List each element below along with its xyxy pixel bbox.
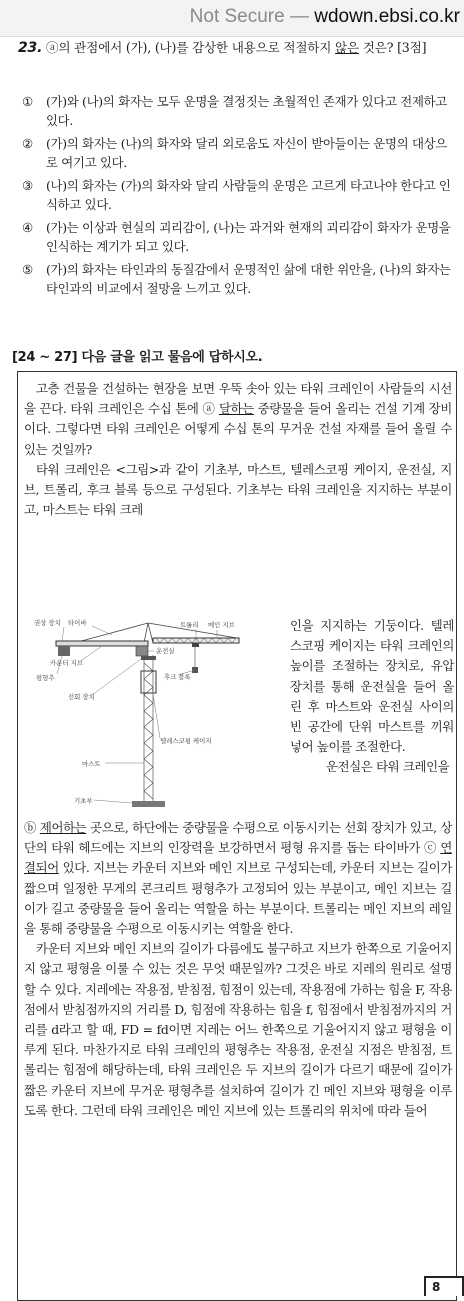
not-secure-label: Not Secure <box>189 6 285 27</box>
label-counterweight: 평형추 <box>36 674 55 682</box>
choice-text: (가)의 화자는 (나)의 화자와 달리 외로움도 자신이 받아들이는 운명의 대상으로 여기고 있다. <box>46 136 447 170</box>
choice-number: ③ <box>22 178 33 193</box>
question-stem <box>18 38 458 58</box>
choice-text: (가)의 화자는 타인과의 동질감에서 운명적인 삶에 대한 위안을, (나)의 화자는 타인과의 비교에서 절망을 느끼고 있다. <box>46 262 451 296</box>
marker-b: ⓑ <box>24 820 40 835</box>
choice-number: ⑤ <box>22 262 33 277</box>
label-telescoping: 텔레스코핑 케이지 <box>160 737 212 745</box>
url-host: wdown.ebsi.co.kr <box>314 6 460 27</box>
stem-text-underlined: 않은 <box>335 40 359 55</box>
choice-2[interactable] <box>22 134 458 172</box>
question-number: 23. <box>18 40 43 56</box>
choice-text: (나)의 화자는 (가)의 화자와 달리 사람들의 운명은 고르게 타고나야 한다고 인식하고 있다. <box>46 178 451 212</box>
choice-text: (가)는 이상과 현실의 괴리감이, (나)는 과거와 현재의 괴리감이 화자가 운명을 인식하는 계기가 되고 있다. <box>46 220 451 254</box>
label-cab: 운전실 <box>156 647 175 655</box>
underlined-word-c: 연결되어 <box>24 840 452 876</box>
tower-crane-figure <box>32 613 244 813</box>
section-title: [24 ~ 27] 다음 글을 읽고 물음에 답하시오. <box>12 350 263 365</box>
url-display[interactable] <box>190 6 460 28</box>
page-number: 8 <box>432 1280 441 1294</box>
counterweight-icon <box>58 646 70 656</box>
label-mast: 마스트 <box>82 760 101 768</box>
jib-icon <box>56 638 239 646</box>
label-trolley: 트롤리 <box>180 621 199 629</box>
paragraph-1 <box>24 379 452 460</box>
paragraph-3-lead: 운전실은 타워 크레인을 <box>326 759 450 775</box>
choice-1[interactable] <box>22 92 458 130</box>
label-slewing: 선회 장치 <box>68 693 95 701</box>
passage-box <box>17 371 457 1301</box>
label-base: 기초부 <box>74 797 93 805</box>
paragraph-2-wrap-text: 인을 지지하는 기둥이다. 텔레스코핑 케이지는 타워 크레인의 높이를 조절하는 장치로, 유압 장치를 통해 운전실을 들어 올린 후 마스트와 운전실 사이의 빈 공간에 단위 마스트를 끼워 넣어 높이를 조절한다. <box>290 618 454 755</box>
mast-icon <box>144 655 153 803</box>
underlined-word-a: 달하는 <box>218 401 254 417</box>
paragraph-3-text: 곳으로, 하단에는 중량물을 수평으로 이동시키는 선회 장치가 있고, 상단의 타워 헤드에는 지브의 인장력을 보강하면서 평형 유지를 돕는 타이바가 <box>24 820 452 856</box>
paragraph-3-text-end: 있다. 지브는 카운터 지브와 메인 지브로 구성되는데, 카운터 지브는 길이가 짧으며 일정한 무게의 콘크리트 평형추가 고정되어 있는 부분이고, 메인 지브는 길이가 길고 중량물을 들어 올리는 역할을 하는 부분이다. 트롤리는 메인 지브의 레일을 통해 중량물을 수평으로 이동시키는 역할을 한다. <box>24 860 452 937</box>
passage-upper <box>24 379 452 520</box>
browser-address-bar[interactable] <box>0 0 464 37</box>
telescoping-cage-icon <box>141 671 156 693</box>
paragraph-1-text: 고층 건물을 건설하는 현장을 보면 우뚝 솟아 있는 타워 크레인이 사람들의 시선을 끈다. 타워 크레인은 수십 톤에 <box>24 381 452 417</box>
page-number-box <box>424 1276 464 1296</box>
paragraph-1-text-end: 중량물을 들어 올리는 건설 기계 장비이다. 그렇다면 타워 크레인은 어떻게 수십 톤의 무거운 건설 자재를 들어 올릴 수 있는 것일까? <box>24 401 452 457</box>
underlined-word-b: 제어하는 <box>39 820 87 835</box>
choice-number: ④ <box>22 220 33 235</box>
paragraph-3 <box>24 818 452 939</box>
choice-5[interactable] <box>22 260 458 298</box>
passage-lower <box>24 818 452 1121</box>
label-tiebar: 타이바 <box>68 619 87 627</box>
choice-text: (가)와 (나)의 화자는 모두 운명을 결정짓는 초월적인 존재가 있다고 전제하고 있다. <box>46 94 447 128</box>
paragraph-2: 타워 크레인은 <그림>과 같이 기초부, 마스트, 텔레스코핑 케이지, 운전실, 지브, 트롤리, 후크 블록 등으로 구성된다. 기초부는 타워 크레인을 지지하는 부분이고, 마스트는 타워 크레 <box>24 461 452 518</box>
choice-number: ② <box>22 136 33 151</box>
stem-text-pre: ⓐ의 관점에서 (가), (나)를 감상한 내용으로 적절하지 <box>46 40 336 55</box>
answer-choices <box>22 92 458 302</box>
trolley-icon <box>192 643 199 647</box>
paragraph-2-wrap <box>290 616 454 778</box>
choice-number: ① <box>22 94 33 109</box>
label-winch: 권상 장치 <box>34 619 61 627</box>
choice-3[interactable] <box>22 176 458 214</box>
url-separator: — <box>284 6 315 27</box>
base-icon <box>132 801 165 807</box>
marker-c: ⓒ <box>423 840 441 856</box>
paragraph-4: 카운터 지브와 메인 지브의 길이가 다름에도 불구하고 지브가 한쪽으로 기울어지지 않고 평형을 이룰 수 있는 것은 무엇 때문일까? 그것은 바로 지레의 원리로 설명할 수 있다. 지레에는 작용점, 받침점, 힘점이 있는데, 작용점에 가하는 힘을 F, 작용점에서 받침점까지의 거리를 D, 힘점에 작용하는 힘을 f, 힘점에서 받침점까지의 거리를 d라고 할 때, FD = fd이면 지레는 어느 한쪽으로 기울어지지 않고 평형을 이루게 된다. 마찬가지로 타워 크레인의 평형추는 작용점, 운전실 지점은 받침점, 트롤리는 힘점에 해당하는데, 타워 크레인은 두 지브의 길이가 다르기 때문에 길이가 짧은 카운터 지브에 무거운 평형추를 설치하여 길이가 긴 메인 지브와 평형을 이루도록 한다. 그런데 타워 크레인은 메인 지브에 있는 트롤리의 위치에 따라 들어 <box>24 941 452 1118</box>
label-hook-block: 후크 블록 <box>164 673 191 681</box>
label-counter-jib: 카운터 지브 <box>50 659 83 667</box>
choice-4[interactable] <box>22 218 458 256</box>
label-main-jib: 메인 지브 <box>208 621 235 629</box>
slewing-unit-icon <box>141 656 156 660</box>
stem-text-post: 것은? [3점] <box>358 40 427 55</box>
marker-a: ⓐ <box>202 401 219 417</box>
